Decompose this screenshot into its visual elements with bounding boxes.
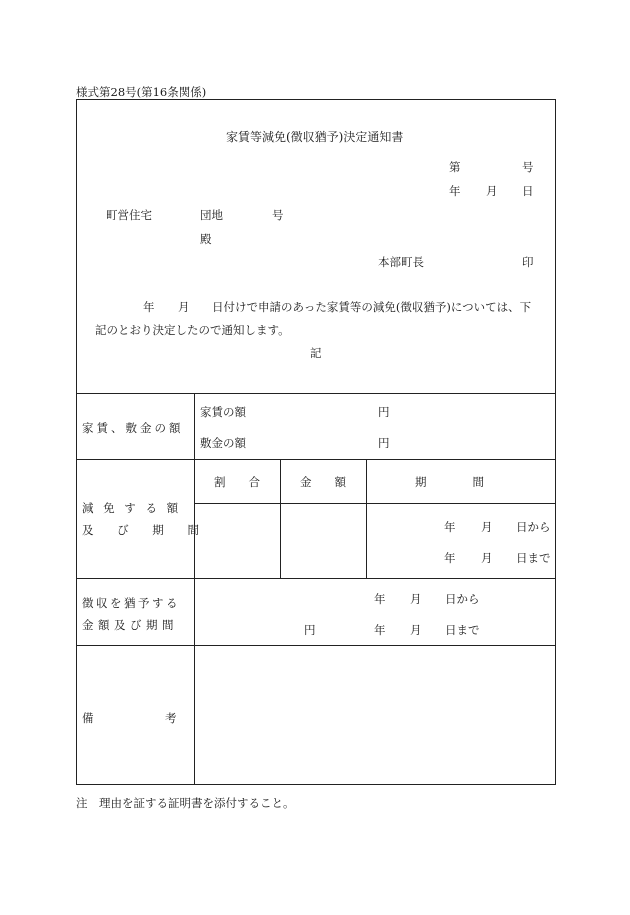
row-divider — [76, 645, 556, 646]
row-divider — [76, 393, 556, 394]
reduction-column-divider — [280, 459, 281, 578]
reduction-to-year: 年 — [444, 551, 456, 565]
date-day: 日 — [522, 184, 534, 198]
document-title: 家賃等減免(徴収猶予)決定通知書 — [226, 130, 404, 144]
issuer-title: 本部町長 — [378, 255, 424, 269]
reduction-column-divider — [366, 459, 367, 578]
remarks-label-right: 考 — [165, 711, 177, 725]
addressee-town-housing: 町営住宅 — [106, 208, 152, 222]
reduction-from-year: 年 — [444, 520, 456, 534]
reduction-from-day: 日から — [516, 520, 551, 534]
reduction-from-month: 月 — [481, 520, 493, 534]
reduction-label-line2: 及 び 期 間 — [82, 523, 209, 537]
footnote: 注 理由を証する証明書を添付すること。 — [76, 796, 295, 810]
reduction-col-period: 期 間 — [415, 475, 484, 489]
deferral-from-day: 日から — [445, 592, 480, 606]
deposit-label: 敷金の額 — [200, 436, 246, 450]
form-number: 様式第28号(第16条関係) — [76, 85, 207, 99]
reduction-to-day: 日まで — [516, 551, 551, 565]
reduction-label-line1: 減 免 す る 額 — [82, 501, 182, 515]
deferral-label-line2: 金額及び期間 — [82, 618, 178, 632]
row-divider — [76, 578, 556, 579]
body-year: 年 — [143, 300, 155, 314]
rent-yen: 円 — [378, 405, 390, 419]
reduction-header-divider — [194, 503, 556, 504]
doc-number-dai: 第 — [449, 160, 461, 174]
deferral-to-day: 日まで — [445, 623, 480, 637]
deferral-from-year: 年 — [374, 592, 386, 606]
deferral-to-month: 月 — [410, 623, 422, 637]
deferral-from-month: 月 — [410, 592, 422, 606]
deferral-label-line1: 徴収を猶予する — [82, 596, 180, 610]
reduction-col-amount: 金 額 — [300, 475, 346, 489]
body-line2: 記のとおり決定したので通知します。 — [95, 323, 290, 337]
reduction-to-month: 月 — [481, 551, 493, 565]
issuer-seal: 印 — [522, 255, 534, 269]
deposit-yen: 円 — [378, 436, 390, 450]
deferral-yen: 円 — [304, 623, 316, 637]
remarks-label-left: 備 — [82, 711, 94, 725]
date-month: 月 — [486, 184, 498, 198]
body-month: 月 — [178, 300, 190, 314]
row-divider — [76, 459, 556, 460]
body-line1: 日付けで申請のあった家賃等の減免(徴収猶予)については、下 — [212, 300, 532, 314]
form-frame — [76, 99, 556, 785]
label-column-divider — [194, 393, 195, 785]
addressee-dono: 殿 — [200, 232, 212, 246]
deferral-to-year: 年 — [374, 623, 386, 637]
rent-label: 家賃の額 — [200, 405, 246, 419]
date-year: 年 — [449, 184, 461, 198]
rent-section-label: 家賃、敷金の額 — [82, 421, 184, 435]
reduction-col-ratio: 割 合 — [214, 475, 260, 489]
body-ki: 記 — [310, 346, 322, 360]
addressee-danchi: 団地 — [200, 208, 223, 222]
addressee-go: 号 — [272, 208, 284, 222]
doc-number-go: 号 — [522, 160, 534, 174]
